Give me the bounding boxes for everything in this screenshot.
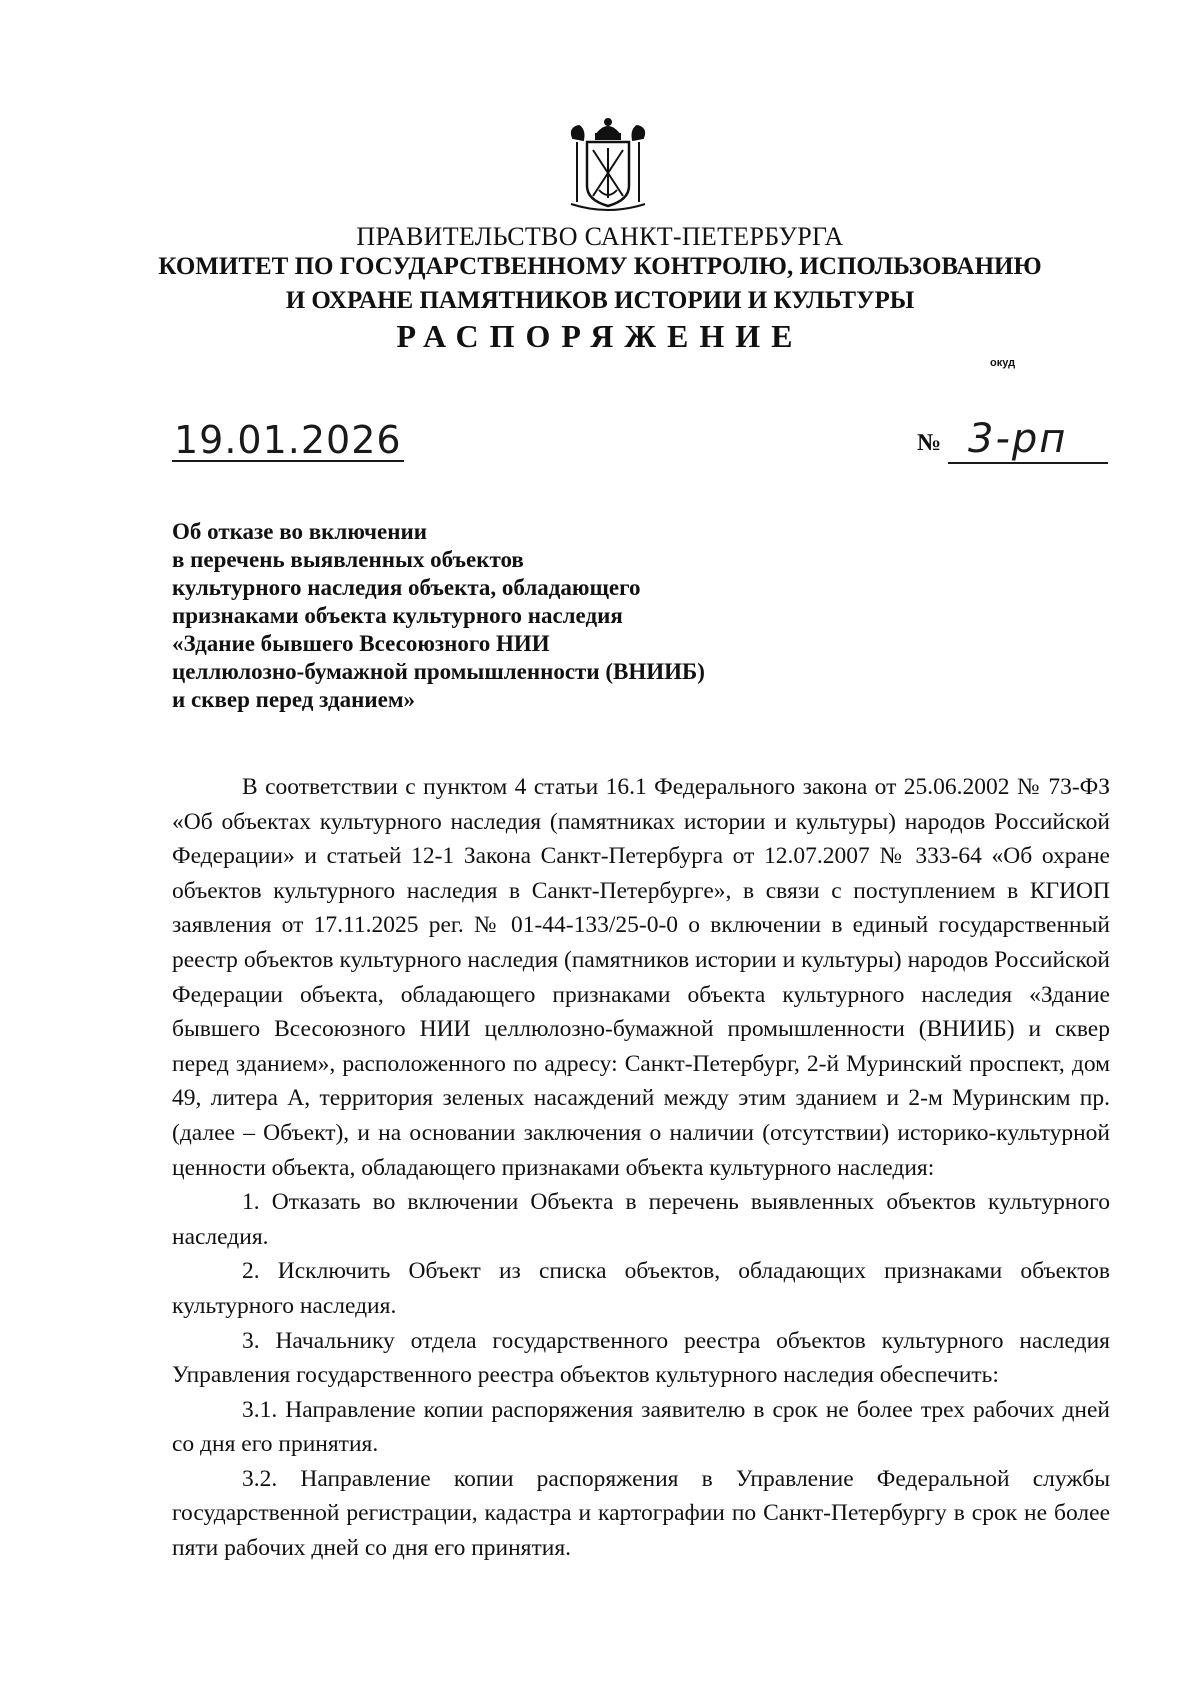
subject-line: Об отказе во включении	[172, 519, 427, 544]
subject-line: в перечень выявленных объектов	[172, 547, 524, 572]
clause-2: 2. Исключить Объект из списка объектов, обладающих признаками объектов культурного наследия.	[172, 1258, 1110, 1319]
document-body	[172, 770, 1110, 1566]
saint-petersburg-coat-of-arms-icon	[563, 116, 653, 214]
government-name: ПРАВИТЕЛЬСТВО САНКТ-ПЕТЕРБУРГА	[356, 222, 844, 251]
document-type-title: РАСПОРЯЖЕНИЕ	[396, 318, 804, 354]
clause-3-1: 3.1. Направление копии распоряжения заявителю в срок не более трех рабочих дней со дня его принятия.	[172, 1396, 1110, 1458]
number-underline	[948, 462, 1108, 464]
subject-line: целлюлозно-бумажной промышленности (ВНИИБ)	[172, 659, 705, 684]
subject-line: культурного наследия объекта, обладающего	[172, 575, 641, 600]
committee-name	[0, 250, 1200, 318]
clause-3: 3. Начальнику отдела государственного реестра объектов культурного наследия Управления государственного реестра объектов культурного наследия обеспечить:	[172, 1327, 1110, 1389]
subject-line: признаками объекта культурного наследия	[172, 603, 623, 628]
okud-label: окуд	[990, 357, 1016, 369]
document-subject	[172, 518, 792, 714]
clause-3-2: 3.2. Направление копии распоряжения в Управление Федеральной службы государственной регистрации, кадастра и картографии по Санкт-Петербургу в срок не более пяти рабочих дней со дня его принятия.	[172, 1465, 1110, 1562]
committee-name-line-1: КОМИТЕТ ПО ГОСУДАРСТВЕННОМУ КОНТРОЛЮ, ИСПОЛЬЗОВАНИЮ	[158, 253, 1042, 280]
subject-line: «Здание бывшего Всесоюзного НИИ	[172, 631, 550, 656]
document-number: 3-рп	[968, 416, 1068, 462]
subject-line: и сквер перед зданием»	[172, 687, 416, 712]
preamble-paragraph: В соответствии с пунктом 4 статьи 16.1 Федерального закона от 25.06.2002 № 73-ФЗ «Об объектах культурного наследия (памятниках истории и культуры) народов Российской Федерации» и статьей 12-1 Закона Санкт-Петербурга от 12.07.2007 № 333-64 «Об охране объектов культурного наследия в Санкт-Петербурге», в связи с поступлением в КГИОП заявления от 17.11.2025 рег. № 01-44-133/25-0-0 о включении в единый государственный реестр объектов культурного наследия (памятников истории и культуры) народов Российской Федерации объекта, обладающего признаками объекта культурного наследия «Здание бывшего Всесоюзного НИИ целлюлозно-бумажной промышленности (ВНИИБ) и сквер перед зданием», расположенного по адресу: Санкт-Петербург, 2-й Муринский проспект, дом 49, литера А, территория зеленых насаждений между этим зданием и 2-м Муринским пр. (далее – Объект), и на основании заключения о наличии (отсутствии) историко-культурной ценности объекта, обладающего признаками объекта культурного наследия:	[172, 774, 1110, 1181]
clause-1: 1. Отказать во включении Объекта в перечень выявленных объектов культурного наследия.	[172, 1189, 1110, 1250]
committee-name-line-2: И ОХРАНЕ ПАМЯТНИКОВ ИСТОРИИ И КУЛЬТУРЫ	[285, 287, 915, 314]
document-date: 19.01.2026	[174, 418, 402, 462]
number-sign: №	[917, 430, 942, 456]
